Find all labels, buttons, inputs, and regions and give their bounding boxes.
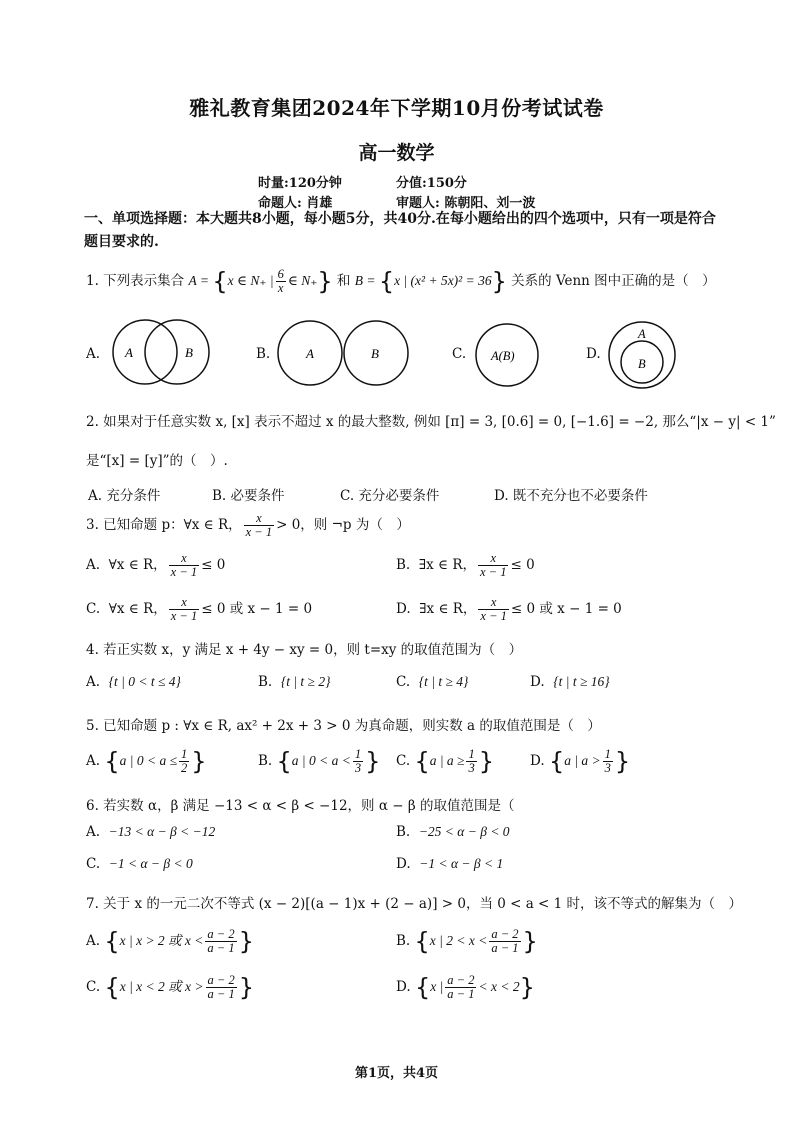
q4-option-b: B. {t | t ≥ 2} (258, 674, 331, 690)
q6-option-d: D. −1 < α − β < 1 (396, 856, 504, 872)
q7-option-d: D. {x | $\frac{a - 2}{a - 1}$ < x < 2} (396, 973, 535, 1002)
q7-option-b: B. {x | 2 < x < $\frac{a - 2}{a - 1}$ } (396, 927, 538, 956)
q3-option-b: B. ∃x ∈ R， $\frac{x}{x - 1}$ ≤ 0 (396, 551, 535, 579)
exam-author: 命题人: 肖雄 (258, 196, 333, 211)
question-5: 5. 已知命题 p : ∀x ∈ R, ax² + 2x + 3 > 0 为真命题，则实数 a 的取值范围是（ ） (86, 718, 601, 734)
q7-option-a: A. {x | x > 2 或 x < $\frac{a - 2}{a - 1}$ } (86, 927, 254, 956)
q6-option-c: C. −1 < α − β < 0 (86, 856, 193, 872)
question-1: 1. 下列表示集合 A = {x ∈ N₊ | $\frac{6}{x}$ ∈ N₊} 和 B = {x | (x² + 5x)² = 36} 关系的 Venn 图中正确的是（ ） (86, 267, 716, 296)
q1-venn-d (606, 320, 678, 390)
q1-venn-a (105, 318, 217, 386)
question-6: 6. 若实数 α，β 满足 −13 < α < β < −12，则 α − β 的取值范围是（ (86, 798, 515, 814)
question-7: 7. 关于 x 的一元二次不等式 (x − 2)[(a − 1)x + (2 − a)] > 0，当 0 < a < 1 时，该不等式的解集为（ ） (86, 896, 743, 912)
q2-option-c: C. 充分必要条件 (340, 488, 440, 504)
question-4: 4. 若正实数 x，y 满足 x + 4y − xy = 0，则 t=xy 的取值范围为（ ） (86, 642, 523, 658)
q4-option-d: D. {t | t ≥ 16} (530, 674, 610, 690)
q5-option-b: B. {a | 0 < a < $\frac{1}{3}$ } (258, 747, 381, 776)
q1-option-d-label: D. (586, 346, 601, 362)
q3-option-d: D. ∃x ∈ R， $\frac{x}{x - 1}$ ≤ 0 或 x − 1 = 0 (396, 595, 622, 623)
q2-option-b: B. 必要条件 (212, 488, 285, 504)
page-footer: 第1页，共4页 (354, 1066, 439, 1081)
q3-option-a: A. ∀x ∈ R， $\frac{x}{x - 1}$ ≤ 0 (86, 551, 226, 579)
q6-option-b: B. −25 < α − β < 0 (396, 824, 510, 840)
q1-venn-c-set: A(B) (491, 349, 515, 363)
q4-option-a: A. {t | 0 < t ≤ 4} (86, 674, 181, 690)
q4-option-c: C. {t | t ≥ 4} (396, 674, 469, 690)
q5-option-c: C. {a | a ≥ $\frac{1}{3}$ } (396, 747, 494, 776)
q7-option-c: C. {x | x < 2 或 x > $\frac{a - 2}{a - 1}$ } (86, 973, 254, 1002)
q5-option-d: D. {a | a > $\frac{1}{3}$ } (530, 747, 631, 776)
q1-option-a-label: A. (86, 346, 101, 362)
exam-score: 分值:150分 (396, 176, 467, 191)
q2-option-d: D. 既不充分也不必要条件 (494, 488, 648, 504)
question-2-line-2: 是“[x] = [y]”的（ ）. (86, 453, 228, 469)
q1-venn-d-set-b: B (638, 357, 646, 371)
q1-venn-b-set-b: B (371, 346, 379, 361)
exam-time: 时量:120分钟 (258, 176, 342, 191)
q1-venn-c (474, 322, 540, 388)
exam-reviewer: 审题人: 陈朝阳、刘一波 (396, 196, 536, 211)
q1-venn-b-set-a: A (306, 346, 314, 361)
exam-subject: 高一数学 (358, 142, 435, 164)
q5-option-a: A. {a | 0 < a ≤ $\frac{1}{2}$ } (86, 747, 207, 776)
q1-venn-a-set-b: B (185, 345, 193, 360)
section-heading: 一、单项选择题：本大题共8小题，每小题5分，共40分.在每小题给出的四个选项中，只有一项是符合题目要求的. (84, 211, 716, 250)
q6-option-a: A. −13 < α − β < −12 (86, 824, 216, 840)
q1-option-b-label: B. (256, 346, 271, 362)
question-2-line-1: 2. 如果对于任意实数 x, [x] 表示不超过 x 的最大整数, 例如 [π] = 3, [0.6] = 0, [−1.6] = −2, 那么“|x − y| < 1” (86, 414, 776, 430)
q2-option-a: A. 充分条件 (88, 488, 161, 504)
exam-title: 雅礼教育集团2024年下学期10月份考试试卷 (189, 96, 604, 120)
q3-option-c: C. ∀x ∈ R， $\frac{x}{x - 1}$ ≤ 0 或 x − 1 = 0 (86, 595, 313, 623)
q1-venn-a-set-a: A (125, 345, 133, 360)
q1-venn-b (277, 320, 411, 386)
question-3: 3. 已知命题 p：∀x ∈ R， $\frac{x}{x - 1}$ > 0，则 ¬p 为（ ） (86, 511, 410, 539)
q1-venn-d-set-a: A (638, 327, 646, 341)
q1-option-c-label: C. (452, 346, 467, 362)
